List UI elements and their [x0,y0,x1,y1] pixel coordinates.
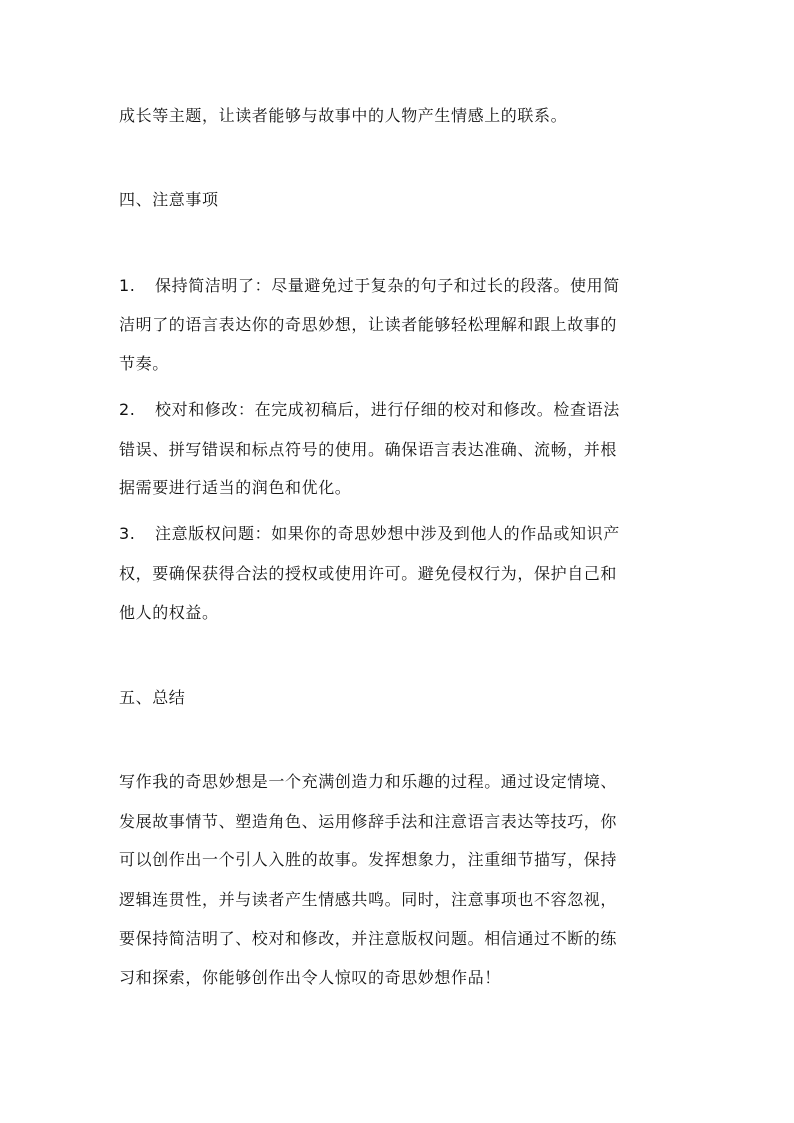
summary-line-4: 逻辑连贯性，并与读者产生情感共鸣。同时，注意事项也不容忽视， [119,890,618,909]
item-3-number: 3. [119,524,136,543]
summary-line-6: 习和探索，你能够创作出令人惊叹的奇思妙想作品！ [119,968,501,987]
item-1-line-2: 洁明了的语言表达你的奇思妙想，让读者能够轻松理解和跟上故事的 [119,315,618,334]
item-1-line-3: 节奏。 [119,354,169,373]
intro-paragraph-tail: 成长等主题，让读者能够与故事中的人物产生情感上的联系。 [119,106,568,125]
item-2-line-2: 错误、拼写错误和标点符号的使用。确保语言表达准确、流畅，并根 [119,440,618,459]
summary-line-3: 可以创作出一个引人入胜的故事。发挥想象力，注重细节描写，保持 [119,850,618,869]
summary-line-5: 要保持简洁明了、校对和修改，并注意版权问题。相信通过不断的练 [119,929,618,948]
summary-line-1: 写作我的奇思妙想是一个充满创造力和乐趣的过程。通过设定情境、 [119,772,618,791]
item-1-line-1: 1. 保持简洁明了：尽量避免过于复杂的句子和过长的段落。使用简 [119,276,620,295]
summary-line-2: 发展故事情节、塑造角色、运用修辞手法和注意语言表达等技巧，你 [119,812,618,831]
item-2-line-1: 2. 校对和修改：在完成初稿后，进行仔细的校对和修改。检查语法 [119,400,620,419]
item-2-line-3: 据需要进行适当的润色和优化。 [119,478,352,497]
item-3-line-1: 3. 注意版权问题：如果你的奇思妙想中涉及到他人的作品或知识产 [119,524,620,543]
section-5-heading: 五、总结 [119,688,186,707]
item-3-line-2: 权，要确保获得合法的授权或使用许可。避免侵权行为，保护自己和 [119,564,618,583]
item-3-line-3: 他人的权益。 [119,603,219,622]
section-4-heading: 四、注意事项 [119,190,219,209]
item-1-number: 1. [119,276,136,295]
item-2-number: 2. [119,400,136,419]
